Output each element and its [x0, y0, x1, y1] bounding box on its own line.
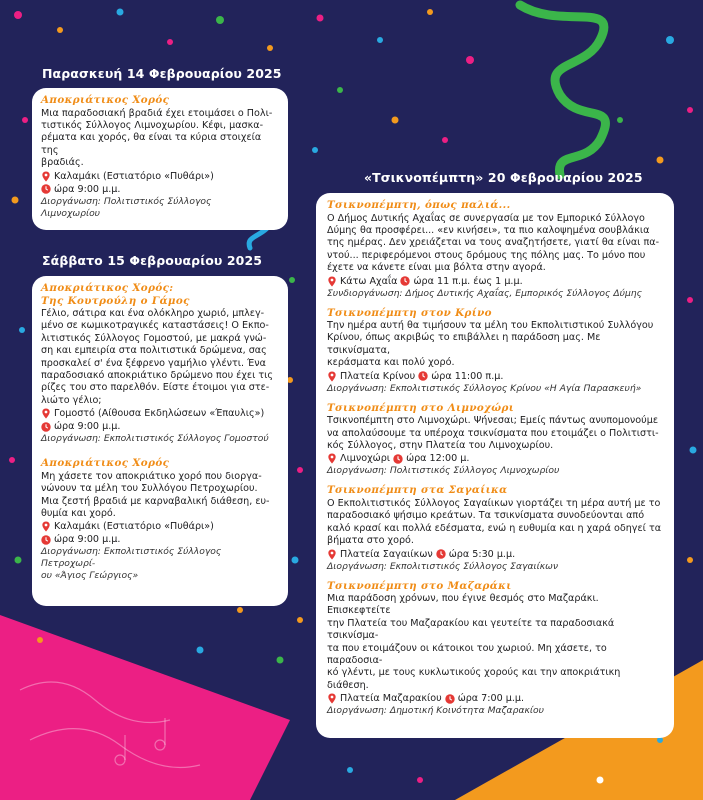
event-location-time-row: [327, 452, 664, 465]
event-description: Την ημέρα αυτή θα τιμήσουν τα μέλη του Εκπολιτιστικού Συλλόγου Κρίνου, όπως ακριβώς το επιβάλλει η παράδοση μας. Με τσικνίσματα, κεράσματα και πολύ χορό.: [327, 320, 654, 369]
event-title: Τσικνοπέμπτη στα Σαγαίικα: [327, 484, 508, 497]
clock-icon: [393, 454, 403, 464]
location-pin-icon: [327, 693, 337, 704]
event-location: Καλαμάκι (Εστιατόριο «Πυθάρι»): [54, 170, 214, 182]
event-time: ώρα 5:30 μ.μ.: [448, 548, 516, 560]
event-organizer: Διοργάνωση: Δημοτική Κοινότητα Μαζαρακίου: [327, 705, 544, 717]
event-tsikno-5: [327, 580, 664, 718]
event-time: ώρα 9:00 μ.μ.: [54, 183, 121, 195]
event-title: Τσικνοπέμπτη στον Κρίνο: [327, 306, 492, 319]
location-pin-icon: [41, 408, 51, 419]
heading-tsiknopempti: «Τσικνοπέμπτη» 20 Φεβρουαρίου 2025: [364, 170, 643, 185]
clock-icon: [445, 694, 455, 704]
event-time: ώρα 11 π.μ. έως 1 μ.μ.: [413, 275, 523, 287]
event-location-time-row: [327, 548, 664, 561]
location-pin-icon: [327, 371, 337, 382]
event-location-time-row: [327, 692, 664, 705]
card-saturday: [32, 276, 288, 606]
event-title: Αποκριάτικος Χορός:: [41, 282, 174, 294]
location-pin-icon: [41, 171, 51, 182]
clock-icon: [418, 371, 428, 381]
event-organizer: Διοργάνωση: Εκπολιτιστικός Σύλλογος Γομοστού: [41, 433, 269, 445]
event-location: Πλατεία Μαζαρακίου: [340, 693, 442, 705]
event-description: Μια παράδοση χρόνων, που έγινε θεσμός στο Μαζαράκι. Επισκεφτείτε την Πλατεία του Μαζαρακίου και γευτείτε τα παραδοσιακά τσικνίσμα- τα που ετοιμάζουν οι κάτοικοι του χωριού. Μη χάσετε, το παραδοσια- κό γλέντι, με τους κυκλωτικούς χορούς και την αποκριάτικη διάθεση.: [327, 593, 621, 691]
event-description: Μη χάσετε τον αποκριάτικο χορό που διοργα- νώνουν τα μέλη του Συλλόγου Πετροχωρίου. Μια ζεστή βραδιά με καρναβαλική διάθεση, ευ- θυμία και χορό.: [41, 470, 270, 519]
event-time: ώρα 12:00 μ.: [406, 453, 470, 465]
event-location: Καλαμάκι (Εστιατόριο «Πυθάρι»): [54, 521, 214, 533]
event-organizer: Διοργάνωση: Πολιτιστικός Σύλλογος Λιμνοχωρίου: [327, 465, 560, 477]
location-pin-icon: [327, 453, 337, 464]
event-organizer: Διοργάνωση: Εκπολιτιστικός Σύλλογος Κρίνου «Η Αγία Παρασκευή»: [327, 382, 642, 394]
card-friday: [32, 88, 288, 230]
event-title: Αποκριάτικος Χορός: [41, 94, 170, 106]
heading-friday: Παρασκευή 14 Φεβρουαρίου 2025: [42, 66, 282, 81]
event-tsikno-1: [327, 199, 664, 300]
event-location: Κάτω Αχαΐα: [340, 275, 398, 287]
event-organizer: Διοργάνωση: Εκπολιτιστικός Σύλλογος Σαγαιίκων: [327, 560, 558, 572]
card-tsiknopempti: [316, 193, 674, 738]
event-title: Τσικνοπέμπτη στο Λιμνοχώρι: [327, 401, 515, 414]
event-saturday-2: [41, 457, 278, 582]
clock-icon: [400, 276, 410, 286]
event-title: Τσικνοπέμπτη, όπως παλιά...: [327, 199, 511, 211]
event-time-row: [41, 533, 278, 546]
event-description: Ο Εκπολιτιστικός Σύλλογος Σαγαίικων γιορτάζει τη μέρα αυτή με το παραδοσιακό ψήσιμο κρεάτων. Τα τσικνίσματα συνοδεύονται από καλό κρασί και πολλά εδέσματα, ενώ η ευθυμία και η χαρά οδηγεί τα βήματα στο χορό.: [327, 497, 662, 547]
event-tsikno-4: [327, 484, 664, 572]
event-time: ώρα 9:00 μ.μ.: [54, 421, 121, 433]
clock-icon: [41, 535, 51, 545]
event-title: Αποκριάτικος Χορός: [41, 457, 170, 470]
event-time-row: [41, 183, 278, 196]
event-title: Τσικνοπέμπτη στο Μαζαράκι: [327, 579, 512, 592]
event-location-time-row: [327, 370, 664, 383]
location-pin-icon: [327, 549, 337, 560]
event-time: ώρα 7:00 μ.μ.: [457, 693, 525, 705]
event-description: Γέλιο, σάτιρα και ένα ολόκληρο χωριό, μπλεγ- μένο σε κωμικοτραγικές καταστάσεις! Ο Εκπο- λιτιστικός Σύλλογος Γομοστού, με μακρά γνώ- ση και εμπειρία στα πολιτιστικά δρώμενα, σας προσκαλεί σ' ένα ξέφρενο γαμήλιο γλέντι. Ένα παραδοσιακό αποκριάτικο δρώμενο που έχει τις ρίζες του στο παρελθόν. Είστε έτοιμοι για στε- λιώτο γέλιο;: [41, 308, 274, 406]
event-tsikno-2: [327, 307, 664, 395]
event-organizer: Συνδιοργάνωση: Δήμος Δυτικής Αχαΐας, Εμπορικός Σύλλογος Δύμης: [327, 287, 643, 299]
event-time-row: [41, 420, 278, 433]
clock-icon: [41, 184, 51, 194]
event-time: ώρα 11:00 π.μ.: [431, 370, 504, 382]
heading-saturday: Σάββατο 15 Φεβρουαρίου 2025: [42, 253, 263, 268]
clock-icon: [41, 422, 51, 432]
event-title-line2: Της Κουτρούλη ο Γάμος: [41, 294, 190, 307]
event-description: Τσικνοπέμπτη στο Λιμνοχώρι. Ψήνεσαι; Εμείς πάντως ανυπομονούμε να απολαύσουμε τα υπέροχα τσικνίσματα που ετοιμάζει ο Πολιτιστι- κός Σύλλογος, στην Πλατεία του Λιμνοχωρίου.: [327, 415, 659, 451]
event-time: ώρα 9:00 μ.μ.: [54, 534, 121, 546]
event-location-row: [41, 520, 278, 533]
event-description: Μια παραδοσιακή βραδιά έχει ετοιμάσει ο Πολι- τιστικός Σύλλογος Λιμνοχωρίου. Κέφι, μασκα- ρέματα και χορός, θα είναι τα κύρια στοιχεία της βραδιάς.: [41, 107, 273, 169]
event-saturday-1: [41, 282, 278, 445]
event-location-row: [41, 170, 278, 183]
location-pin-icon: [327, 276, 337, 287]
event-location: Λιμνοχώρι: [340, 453, 391, 465]
event-location: Γομοστό (Αίθουσα Εκδηλώσεων «Έπαυλις»): [54, 408, 265, 420]
event-location: Πλατεία Σαγαιίκων: [340, 548, 433, 560]
event-location: Πλατεία Κρίνου: [340, 370, 416, 382]
event-friday-1: [41, 94, 278, 220]
location-pin-icon: [41, 521, 51, 532]
event-organizer: Διοργάνωση: Εκπολιτιστικός Σύλλογος Πετροχωρί- ου «Άγιος Γεώργιος»: [41, 546, 222, 582]
event-tsikno-3: [327, 402, 664, 478]
event-organizer: Διοργάνωση: Πολιτιστικός Σύλλογος Λιμνοχωρίου: [41, 195, 212, 219]
clock-icon: [436, 549, 446, 559]
event-location-time-row: [327, 275, 664, 288]
event-location-row: [41, 407, 278, 420]
event-description: Ο Δήμος Δυτικής Αχαΐας σε συνεργασία με τον Εμπορικό Σύλλογο Δύμης θα προσφέρει... «εν κινήσει», τα πιο καλοψημένα σουβλάκια της ημέρας. Δεν χρειάζεται να τους αναζητήσετε, γιατί θα είναι πα- ντού... περιφερόμενοι στους δρόμους της πόλης μας. Το μόνο που έχετε να κάνετε είναι μια βόλτα στην αγορά.: [327, 212, 660, 274]
